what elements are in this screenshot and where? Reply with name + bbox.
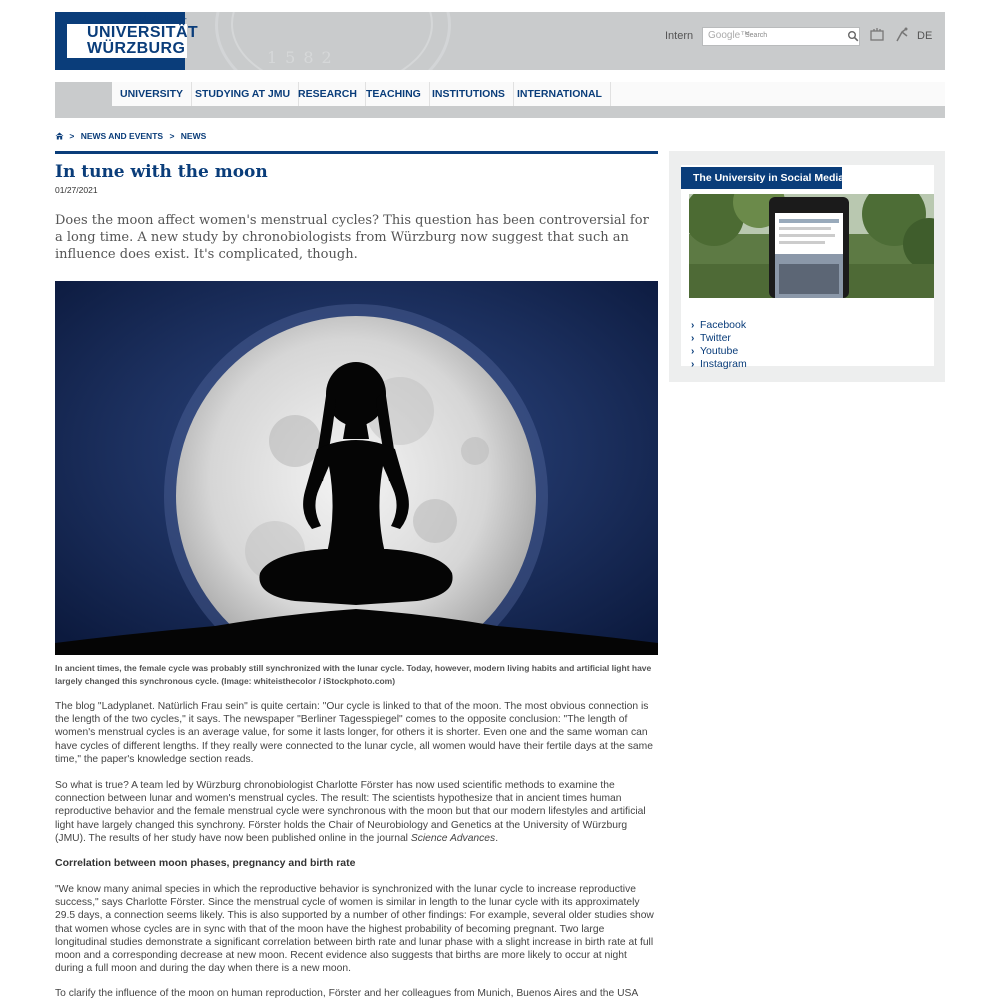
intern-link[interactable]: Intern	[665, 30, 694, 42]
logo-subtitle: Julius-Maximilians-	[115, 13, 187, 23]
article-paragraph-4: To clarify the influence of the moon on human reproduction, Förster and her colleagues from Munich, Buenos Aires and the USA	[55, 988, 639, 999]
site-header	[55, 12, 945, 70]
paragraph-2-text: So what is true? A team led by Würzburg chronobiologist Charlotte Förster has now used scientific methods to examine the connection between lunar and women's menstrual cycles. The result: The scientists hypothesize that in ancient times human reproductive behavior and the female menstrual cycle were synchronous with the moon but that our modern lifestyles and artificial light have largely changed this synchrony. Förster holds the Chair of Neurobiology and Genetics at the University of Würzburg (JMU). The results of her study have now been published online in the journal	[55, 780, 646, 844]
search-input[interactable]	[702, 27, 860, 46]
university-logo[interactable]	[55, 12, 199, 70]
article-paragraph-2	[55, 779, 658, 845]
chevron-right-icon: ›	[691, 346, 695, 357]
article-paragraph-1: The blog "Ladyplanet. Natürlich Frau sein" is quite certain: "Our cycle is linked to that of the moon. The most obvious connection is the length of the two cycles," it says. The newspaper "Berliner Tagesspiegel" comes to the opposite conclusion: "The length of women's menstrual cycles is an average value, for some it lasts longer, for others it is shorter. Even one and the same woman can have cycles of different lengths. If they really were connected to the lunar cycle, all women would have their fertile days at the same time," the paper's knowledge section reads.	[55, 701, 653, 765]
social-media-image	[689, 194, 934, 298]
chevron-right-icon: ›	[691, 320, 695, 331]
social-media-heading: The University in Social Media	[681, 167, 842, 189]
breadcrumb-separator: >	[69, 131, 75, 141]
social-link-youtube[interactable]	[691, 345, 738, 358]
article-paragraph-3: "We know many animal species in which the reproductive behavior is synchronized with the lunar cycle to increase reproductive success," says Charlotte Förster. Since the menstrual cycle of women is similar in length to the lunar cycle with its approximately 29.5 days, a connection seems likely. This is also supported by a number of other findings: For example, several older studies show that women whose cycles are in sync with that of the moon have the highest probability of becoming pregnant. Two large longitudinal studies demonstrate a significant correlation between birth rate and lunar phase with a slight increase in birth rate at full moon and a corresponding decrease at new moon. Recent evidence also suggests that births are more likely to occur at night during a full moon and during the day when there is a new moon.	[55, 884, 654, 975]
breadcrumb-news[interactable]: NEWS	[180, 131, 207, 141]
social-link-label: Instagram	[700, 358, 747, 370]
search-icon[interactable]	[847, 30, 859, 42]
page-title: In tune with the moon	[55, 162, 268, 182]
breadcrumb	[55, 131, 206, 143]
logo-line-1: UNIVERSITÄT	[87, 24, 199, 41]
social-link-twitter[interactable]	[691, 332, 731, 345]
social-link-label: Twitter	[700, 332, 731, 344]
social-link-facebook[interactable]	[691, 319, 746, 332]
article-lead: Does the moon affect women's menstrual cycles? This question has been controversial for a long time. A new study by chronobiologists from Würzburg now suggest that such an influence does exist. It's complicated, though.	[55, 213, 649, 262]
image-caption: In ancient times, the female cycle was probably still synchronized with the lunar cycle. Today, however, modern living habits and artificial light have largely changed this synchronous cycle. (Image: whiteisthecolor / iStockphoto.com)	[55, 663, 652, 686]
easy-language-icon[interactable]	[893, 26, 911, 44]
chevron-right-icon: ›	[691, 333, 695, 344]
journal-name: Science Advances	[410, 832, 496, 844]
social-link-label: Facebook	[700, 319, 747, 331]
nav-item-international[interactable]: INTERNATIONAL	[509, 82, 611, 106]
breadcrumb-news-and-events[interactable]: NEWS AND EVENTS	[80, 131, 164, 141]
nav-item-teaching[interactable]: TEACHING	[358, 82, 430, 106]
language-switch[interactable]: DE	[917, 30, 933, 42]
nav-item-university[interactable]: UNIVERSITY	[112, 82, 192, 106]
paragraph-2-end: .	[495, 832, 499, 844]
section-heading: Correlation between moon phases, pregnancy and birth rate	[55, 857, 356, 869]
sign-language-icon[interactable]	[868, 26, 886, 44]
social-media-box	[681, 165, 934, 370]
chevron-right-icon: ›	[691, 359, 695, 370]
nav-item-institutions[interactable]: INSTITUTIONS	[424, 82, 514, 106]
search-placeholder: Search	[745, 32, 768, 39]
article-date: 01/27/2021	[55, 185, 98, 195]
search-brand: Google™	[708, 30, 751, 41]
social-media-panel	[669, 151, 945, 382]
article-top-rule	[55, 151, 658, 154]
nav-item-studying[interactable]: STUDYING AT JMU	[187, 82, 299, 106]
seal-year: 1582	[267, 48, 340, 67]
hero-image	[55, 281, 658, 655]
social-link-instagram[interactable]	[691, 358, 747, 371]
social-link-label: Youtube	[700, 345, 739, 357]
logo-line-2: WÜRZBURG	[87, 40, 186, 57]
nav-item-research[interactable]: RESEARCH	[290, 82, 366, 106]
home-icon[interactable]	[55, 132, 64, 140]
main-navigation	[55, 82, 945, 118]
breadcrumb-separator: >	[169, 131, 175, 141]
